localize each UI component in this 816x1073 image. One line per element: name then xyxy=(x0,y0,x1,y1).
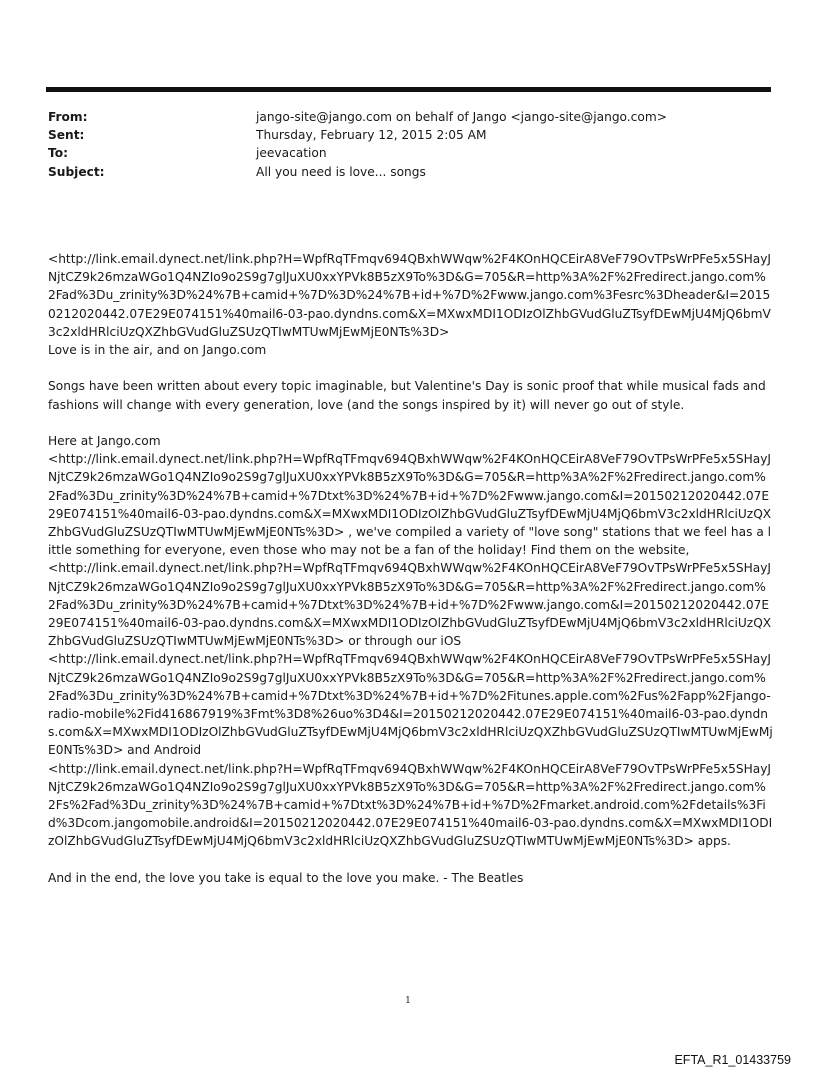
apps-text: apps. xyxy=(693,834,731,849)
website-paragraph xyxy=(48,559,773,650)
android-paragraph xyxy=(48,760,773,851)
to-value: jeevacation xyxy=(256,146,327,161)
bates-number: EFTA_R1_01433759 xyxy=(674,1053,791,1067)
paragraph-gap xyxy=(48,851,773,869)
sent-row xyxy=(48,126,773,144)
beatles-quote: And in the end, the love you take is equal to the love you make. - The Beatles xyxy=(48,870,524,885)
subject-label: Subject: xyxy=(48,164,105,179)
page-number: 1 xyxy=(405,996,411,1006)
header-divider xyxy=(46,87,771,92)
ios-paragraph xyxy=(48,650,773,759)
subject-row xyxy=(48,163,773,181)
paragraph-gap xyxy=(48,414,773,432)
from-row xyxy=(48,108,773,126)
sent-label: Sent: xyxy=(48,128,85,143)
header-link[interactable]: <http://link.email.dynect.net/link.php?H=WpfRqTFmqv694QBxhWWqw%2F4KOnHQCEirA8VeF79OvTPsWrPFe5x5SHayJNjtCZ9k26mzaWGo1Q4NZIo9o2S9g7glJuXU0xxYPVk8B5zX9To%3D&G=705&R=http%3A%2F%2Fredirect.jango.com%2Fad%3Du_zrinity%3D%24%7B+camid+%7D%3D%24%7B+id+%7D%2Fwww.jango.com%3Fesrc%3Dheader&I=20150212020442.07E29E074151%40mail6-03-pao.dyndns.com&X=MXwxMDI1ODIzOlZhbGVudGluZTsyfDEwMjU4MjQ6bmV3c2xldHRlciUzQXZhbGVudGluZSUzQTIwMTUwMjEwMjE0NTs%3D> xyxy=(48,252,772,339)
subject-value: All you need is love... songs xyxy=(256,164,426,179)
from-value: jango-site@jango.com on behalf of Jango <jango-site@jango.com> xyxy=(256,110,667,124)
to-label: To: xyxy=(48,146,68,161)
stations-paragraph xyxy=(48,450,773,559)
here-at-jango-line: Here at Jango.com xyxy=(48,434,161,448)
website-link[interactable]: <http://link.email.dynect.net/link.php?H=WpfRqTFmqv694QBxhWWqw%2F4KOnHQCEirA8VeF79OvTPsWrPFe5x5SHayJNjtCZ9k26mzaWGo1Q4NZIo9o2S9g7glJuXU0xxYPVk8B5zX9To%3D&G=705&R=http%3A%2F%2Fredirect.jango.com%2Fad%3Du_zrinity%3D%24%7B+camid+%7Dtxt%3D%24%7B+id+%7D%2Fwww.jango.com&I=20150212020442.07E29E074151%40mail6-03-pao.dyndns.com&X=MXwxMDI1ODIzOlZhbGVudGluZTsyfDEwMjU4MjQ6bmV3c2xldHRlciUzQXZhbGVudGluZSUzQTIwMTUwMjEwMjE0NTs%3D> xyxy=(48,561,772,649)
paragraph-gap xyxy=(48,359,773,377)
ios-app-link[interactable]: <http://link.email.dynect.net/link.php?H=WpfRqTFmqv694QBxhWWqw%2F4KOnHQCEirA8VeF79OvTPsWrPFe5x5SHayJNjtCZ9k26mzaWGo1Q4NZIo9o2S9g7glJuXU0xxYPVk8B5zX9To%3D&G=705&R=http%3A%2F%2Fredirect.jango.com%2Fad%3Du_zrinity%3D%24%7B+camid+%7Dtxt%3D%24%7B+id+%7D%2Fitunes.apple.com%2Fus%2Fapp%2Fjango-radio-mobile%2Fid416867919%3Fmt%3D8%26uo%3D4&I=20150212020442.07E29E074151%40mail6-03-pao.dyndns.com&X=MXwxMDI1ODIzOlZhbGVudGluZTsyfDEwMjU4MjQ6bmV3c2xldHRlciUzQXZhbGVudGluZSUzQTIwMTUwMjEwMjE0NTs%3D> xyxy=(48,652,773,758)
ios-text: or through our iOS xyxy=(344,634,462,649)
love-in-the-air-line: Love is in the air, and on Jango.com xyxy=(48,343,267,358)
android-app-link[interactable]: <http://link.email.dynect.net/link.php?H=WpfRqTFmqv694QBxhWWqw%2F4KOnHQCEirA8VeF79OvTPsWrPFe5x5SHayJNjtCZ9k26mzaWGo1Q4NZIo9o2S9g7glJuXU0xxYPVk8B5zX9To%3D&G=705&R=http%3A%2F%2Fredirect.jango.com%2Fs%2Fad%3Du_zrinity%3D%24%7B+camid+%7Dtxt%3D%24%7B+id+%7D%2Fmarket.android.com%2Fdetails%3Fid%3Dcom.jangomobile.android&I=20150212020442.07E29E074151%40mail6-03-pao.dyndns.com&X=MXwxMDI1ODIzOlZhbGVudGluZTsyfDEwMjU4MjQ6bmV3c2xldHRlciUzQXZhbGVudGluZSUzQTIwMTUwMjEwMjE0NTs%3D> xyxy=(48,761,773,849)
android-text: and Android xyxy=(123,743,202,758)
sent-value: Thursday, February 12, 2015 2:05 AM xyxy=(256,128,487,143)
from-label: From: xyxy=(48,110,88,124)
email-body xyxy=(48,250,773,887)
to-row xyxy=(48,144,773,162)
compiled-text: , we've compiled a variety of "love song" stations that we feel has a little something for everyone, even those who may not be a fan of the holiday! Find them on the website, xyxy=(48,525,772,558)
email-header xyxy=(48,108,773,181)
jango-link[interactable]: <http://link.email.dynect.net/link.php?H=WpfRqTFmqv694QBxhWWqw%2F4KOnHQCEirA8VeF79OvTPsWrPFe5x5SHayJNjtCZ9k26mzaWGo1Q4NZIo9o2S9g7glJuXU0xxYPVk8B5zX9To%3D&G=705&R=http%3A%2F%2Fredirect.jango.com%2Fad%3Du_zrinity%3D%24%7B+camid+%7Dtxt%3D%24%7B+id+%7D%2Fwww.jango.com&I=20150212020442.07E29E074151%40mail6-03-pao.dyndns.com&X=MXwxMDI1ODIzOlZhbGVudGluZTsyfDEwMjU4MjQ6bmV3c2xldHRlciUzQXZhbGVudGluZSUzQTIwMTUwMjEwMjE0NTs%3D> xyxy=(48,452,772,540)
songs-paragraph: Songs have been written about every topic imaginable, but Valentine's Day is sonic proof that while musical fads and fashions will change with every generation, love (and the songs inspired by it) will never go out of style. xyxy=(48,379,766,412)
